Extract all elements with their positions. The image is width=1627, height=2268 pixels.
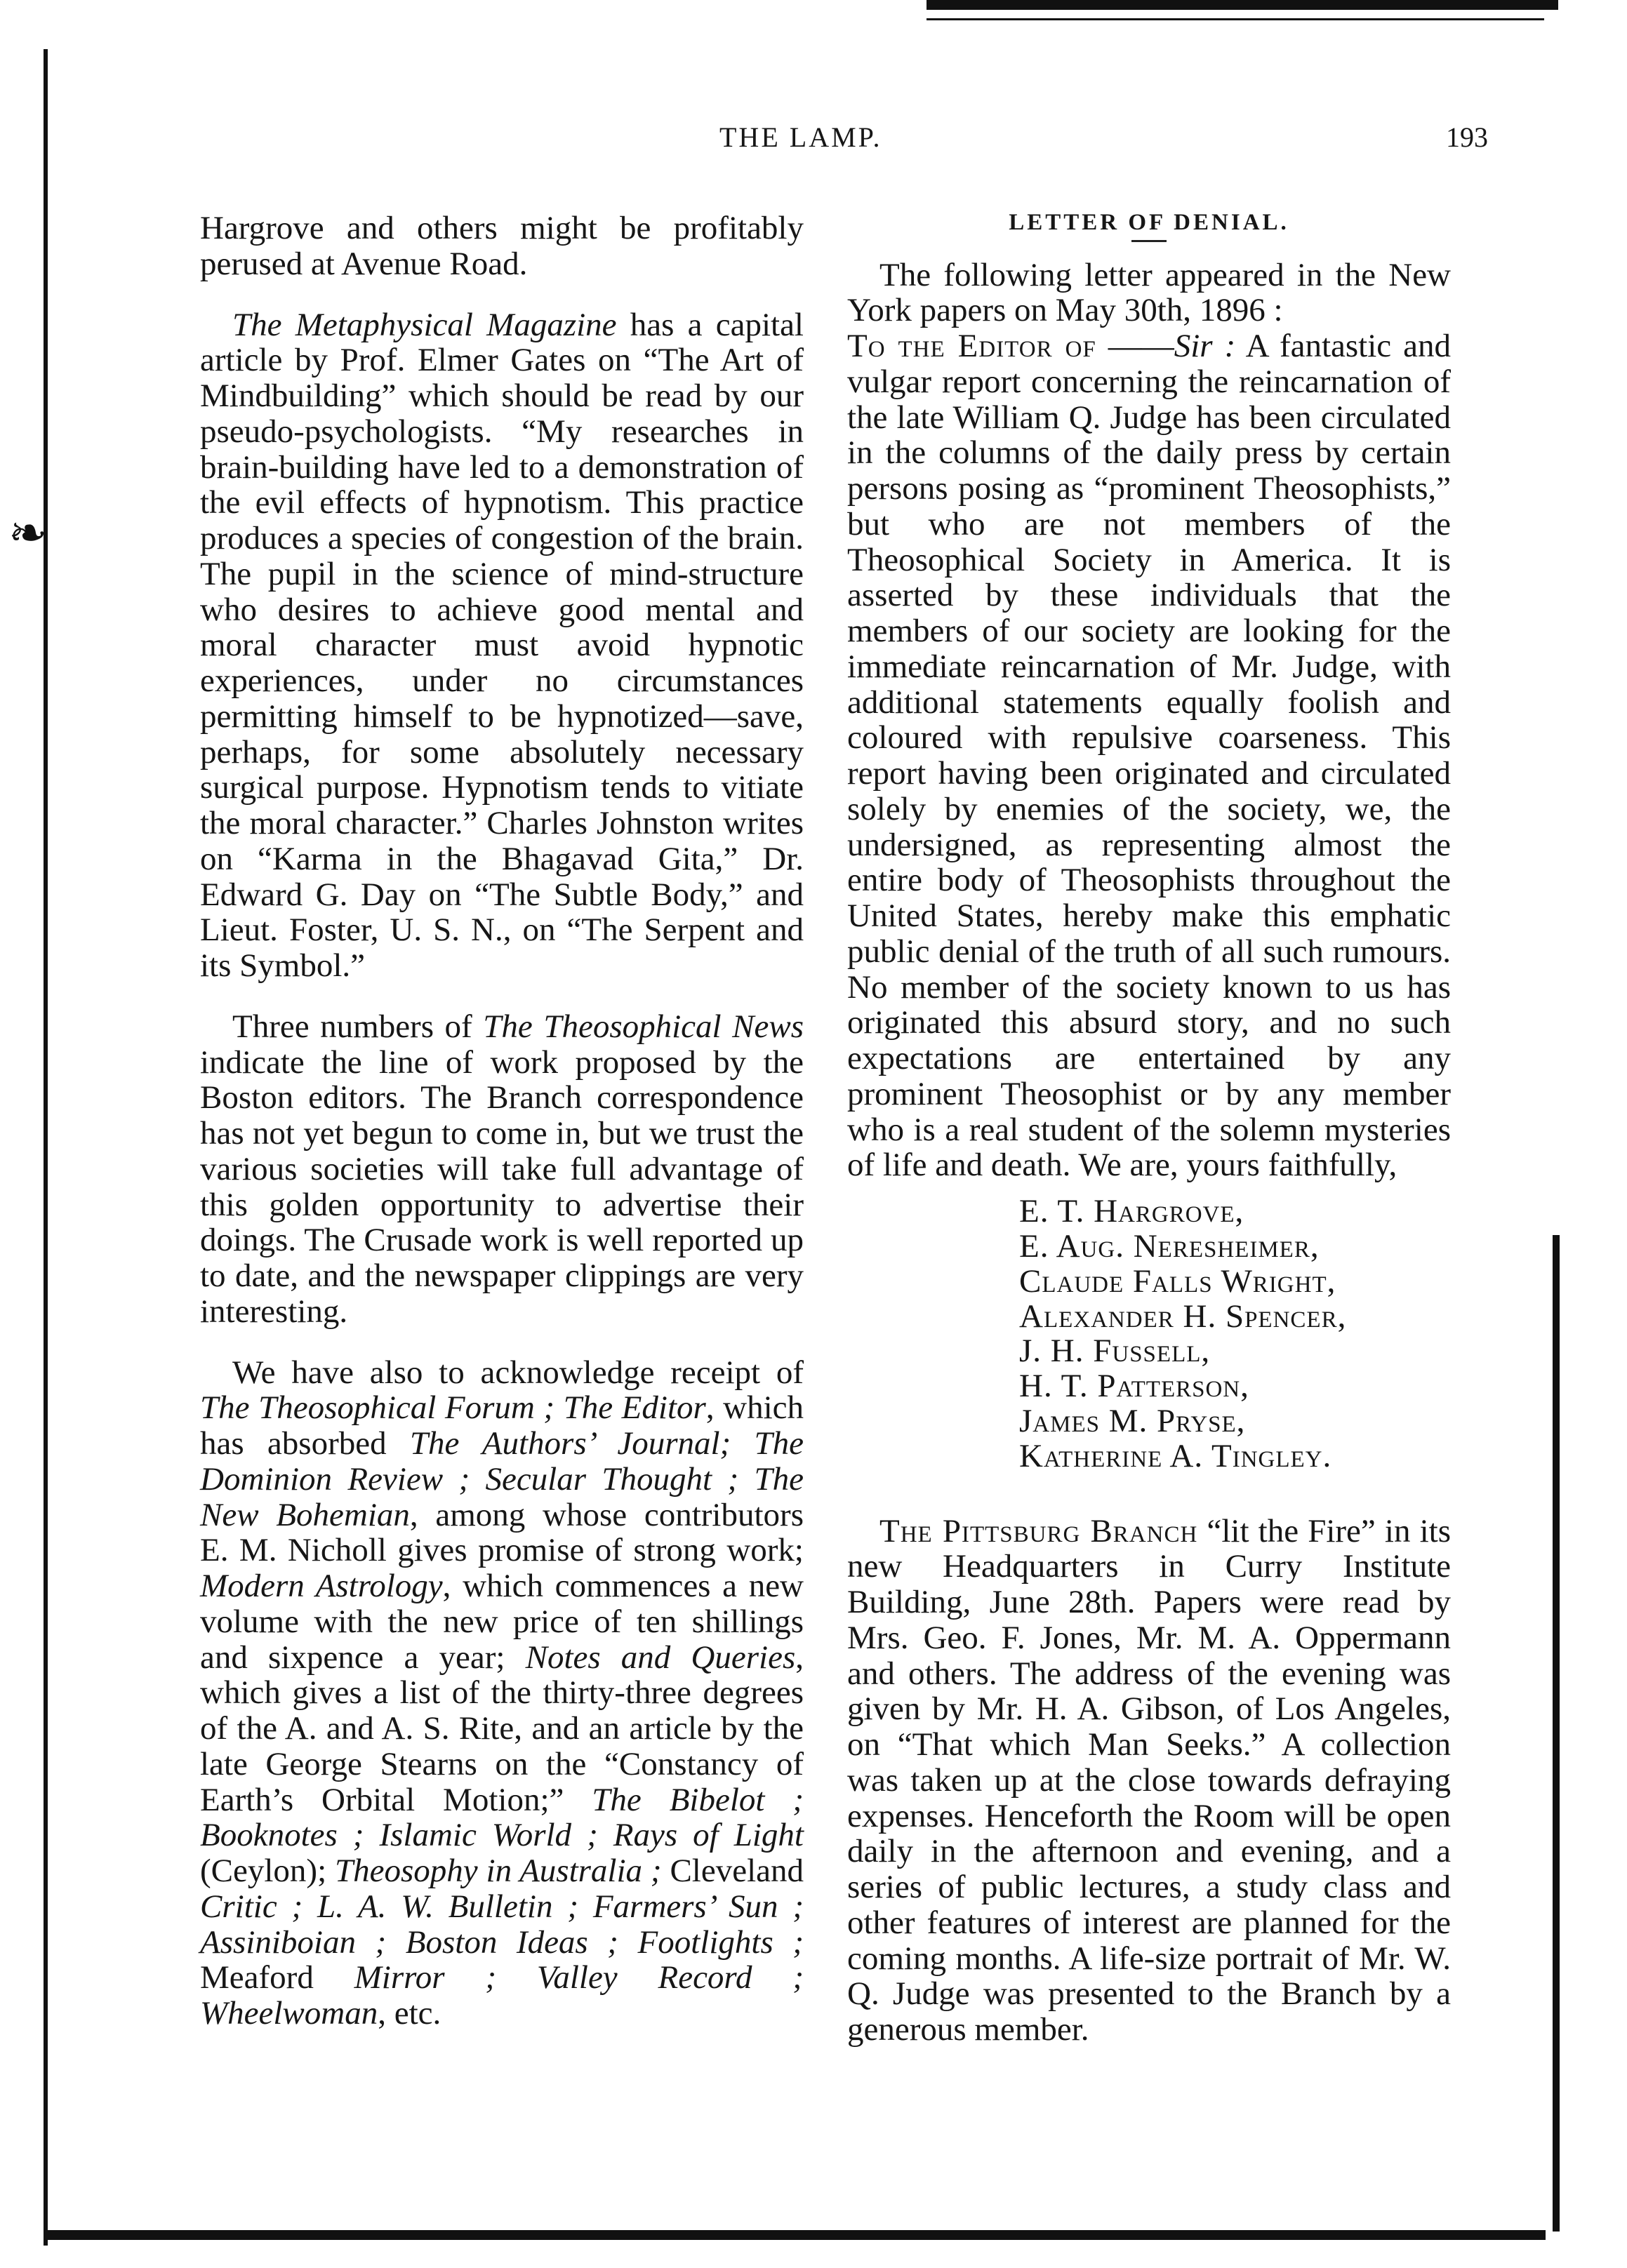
letter-body: To the Editor of ——Sir : A fantastic and vulgar report concerning the reincarnation of the late William Q. Judge has been circulated in the columns of the daily press by certain persons posing as “prominent Theosophists,” but who are not members of the Theosophical Society in America. It is asserted by these individuals that the members of our society are looking for the immediate reincarnation of Mr. Judge, with additional statements equally foolish and coloured with repulsive coarseness. This report having been originated and circulated solely by enemies of the society, we, the undersigned, as representing almost the entire body of Theosophists throughout the United States, hereby make this emphatic public denial of the truth of all such rumours. No member of the society known to us has originated this absurd story, and no such expectations are entertained by any prominent Theosophist or by any member who is a real student of the solemn mysteries of life and death. We are, yours faithfully, — [847, 328, 1451, 1184]
branch-name: The Pittsburg Branch — [879, 1512, 1198, 1549]
page-number: 193 — [1446, 121, 1488, 153]
signature: Claude Falls Wright, — [1019, 1262, 1336, 1300]
paragraph: The Pittsburg Branch “lit the Fire” in its new Headquarters in Curry Institute Building, June 28th. Papers were read by Mrs. Geo. F. Jones, Mr. M. A. Oppermann and others. The address of the evening was given by Mr. H. A. Gibson, of Los Angeles, on “That which Man Seeks.” A collection was taken up at the close towards defraying expenses. Henceforth the Room will be open daily in the afternoon and evening, and a series of public lectures, a study class and other features of interest are planned for the coming months. A life-size portrait of Mr. W. Q. Judge was presented to the Branch by a generous member. — [847, 1512, 1451, 2048]
paragraph: We have also to acknowledge receipt of The Theosophical Forum ; The Editor, which has absorbed The Authors’ Journal; The Dominion Review ; Secular Thought ; The New Bohemian, among whose contributors E. M. Nicholl gives promise of strong work; Modern Astrology, which commences a new volume with the new price of ten shillings and sixpence a year; Notes and Queries, which gives a list of the thirty-three degrees of the A. and A. S. Rite, and an article by the late George Stearns on the “Constancy of Earth’s Orbital Motion;” The Bibelot ; Booknotes ; Islamic World ; Rays of Light (Ceylon); Theosophy in Australia ; Cleveland Critic ; L. A. W. Bulletin ; Farmers’ Sun ; Assiniboian ; Boston Ideas ; Footlights ; Meaford Mirror ; Valley Record ; Wheelwoman, etc. — [200, 1354, 804, 2032]
paragraph: Three numbers of The Theosophical News indicate the line of work proposed by the Boston editors. The Branch correspondence has not yet begun to come in, but we trust the various societies will take full advantage of this golden opportunity to advertise their doings. The Crusade work is well reported up to date, and the newspaper clippings are very interesting. — [200, 1008, 804, 1330]
margin-mark-icon: ❧ — [8, 506, 48, 560]
signature: E. T. Hargrove, — [1019, 1193, 1244, 1230]
publication-title: The Theosophical Forum ; The Editor — [200, 1389, 706, 1427]
signature: Alexander H. Spencer, — [1019, 1298, 1347, 1335]
right-column — [847, 211, 1451, 2073]
publication-title: The Metaphysical Magazine — [232, 306, 617, 343]
publication-title: Notes and Queries — [525, 1639, 796, 1676]
running-header — [0, 121, 1627, 170]
paragraph: The Metaphysical Magazine has a capital article by Prof. Elmer Gates on “The Art of Mindbuilding” which should be read by our pseudo-psychologists. “My researches in brain-building have led to a demonstration of the evil effects of hypnotism. This practice produces a species of congestion of the brain. The pupil in the science of mind-structure who desires to achieve good mental and moral character must avoid hypnotic experiences, under no circumstances permitting himself to be hypnotized—save, perhaps, for some absolutely necessary surgical purpose. Hypnotism tends to vitiate the moral character.” Charles Johnston writes on “Karma in the Bhagavad Gita,” Dr. Edward G. Day on “The Subtle Body,” and Lieut. Foster, U. S. N., on “The Serpent and its Symbol.” — [200, 306, 804, 984]
paragraph: The following letter appeared in the New York papers on May 30th, 1896 : — [847, 256, 1451, 329]
publication-title: The Theosophical News — [483, 1008, 804, 1045]
top-border-thin-rule — [927, 18, 1544, 20]
publication-title: Modern Astrology — [200, 1568, 443, 1604]
signature: James M. Pryse, — [1019, 1403, 1246, 1439]
publication-title: Mirror ; Valley Record ; Wheelwoman — [200, 1959, 804, 2032]
publication-title: The Authors’ Journal; The Dominion Review ; Secular Thought ; The New Bohemian — [200, 1425, 804, 1533]
left-border-rule — [44, 49, 48, 2246]
bottom-border-rule — [44, 2230, 1546, 2240]
signature: J. H. Fussell, — [1019, 1333, 1211, 1370]
running-title: THE LAMP. — [719, 121, 882, 153]
signature: Katherine A. Tingley. — [1019, 1437, 1332, 1474]
letter-salutation: To the Editor of — [847, 328, 1096, 365]
signature: E. Aug. Neresheimer, — [1019, 1227, 1320, 1265]
letter-address: Sir : — [1174, 328, 1236, 365]
publication-title: Theosophy in Australia ; — [335, 1853, 662, 1889]
left-column — [200, 211, 804, 2057]
publication-title: The Bibelot ; Booknotes ; Islamic World ; Rays of Light — [200, 1781, 804, 1854]
heading-rule — [1131, 240, 1167, 242]
paragraph: Hargrove and others might be profitably perused at Avenue Road. — [200, 210, 804, 282]
right-border-rule — [1553, 1235, 1560, 2232]
signature-list — [847, 1194, 1451, 1474]
signature: H. T. Patterson, — [1019, 1368, 1249, 1405]
publication-title: Critic ; L. A. W. Bulletin ; Farmers’ Sun ; Assiniboian ; Boston Ideas ; Footlights ; — [200, 1888, 804, 1961]
top-border-rule — [927, 0, 1558, 10]
section-heading: LETTER OF DENIAL. — [1009, 210, 1289, 235]
